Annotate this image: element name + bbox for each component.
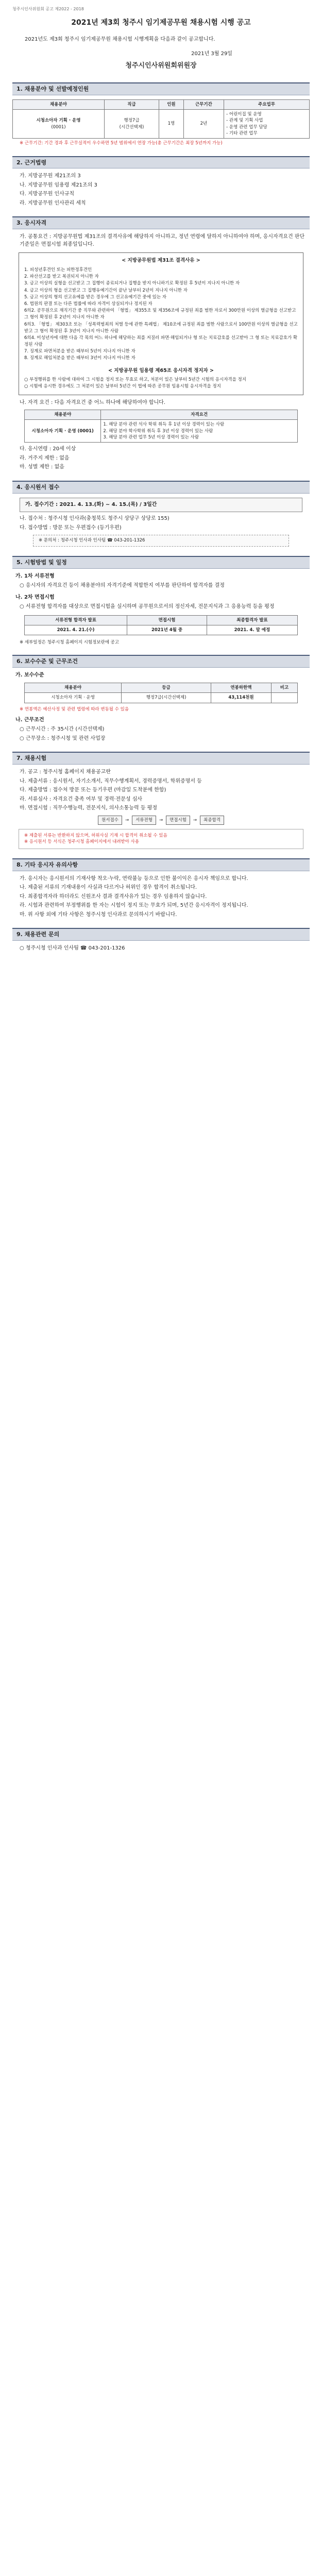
sub-heading: 가. 1차 서류전형	[15, 573, 55, 579]
table-cell: 2021. 4. 말 예정	[207, 625, 297, 635]
grade-name: 행정7급	[124, 118, 140, 124]
table-cell: 43,114천원	[211, 693, 272, 703]
flow-step: 서류전형	[132, 816, 156, 825]
section-heading-legal-basis: 2. 근거법령	[12, 156, 310, 169]
sub-heading: 나. 근무조건	[15, 717, 44, 723]
list-item: ○ 근무장소 : 청주시청 및 관련 사업장	[20, 735, 106, 741]
arrow-right-icon: →	[125, 817, 129, 823]
section-heading-recruitment: 1. 채용분야 및 선발예정인원	[12, 82, 310, 95]
table-cell-field	[13, 109, 105, 138]
document-number: 청주시인사위원회 공고 제2022 - 2018	[12, 7, 84, 11]
section-heading-application: 4. 응시원서 접수	[12, 481, 310, 494]
disqualification-box	[19, 252, 303, 395]
list-item: 나. 접수처 : 청주시청 인사과(충청북도 청주시 상당구 상당로 155)	[20, 516, 170, 522]
process-flow	[12, 816, 310, 825]
table-header: 자격요건	[101, 410, 297, 420]
table-header: 인원	[159, 99, 184, 109]
list-item: 마. 위 사항 외에 기타 사항은 청주시청 인사과로 문의하시기 바랍니다.	[20, 911, 177, 918]
list-item: 다. 제출방법 : 접수처 방문 또는 등기우편 (마감일 도착분에 한함)	[20, 787, 166, 793]
list-item: 마. 성별 제한 : 없음	[20, 464, 64, 470]
section-heading-eligibility: 3. 응시자격	[12, 216, 310, 229]
list-item: 라. 시험과 관련하여 부정행위를 한 자는 시험이 정지 또는 무효가 되며, 5년간 응시자격이 정지됩니다.	[20, 903, 248, 909]
list-item: 6. 법원의 판결 또는 다른 법률에 따라 자격이 상실되거나 정지된 자	[24, 301, 152, 307]
section-heading-inquiry: 9. 채용관련 문의	[12, 928, 310, 941]
issuer-name: 청주시인사위원회위원장	[125, 61, 197, 70]
list-item: 1. 해당 분야 관련 석사 학위 취득 후 1년 이상 경력이 있는 사람	[103, 422, 225, 428]
table-cell: 2021년 4월 중	[127, 625, 207, 635]
pay-table	[24, 683, 298, 703]
table-cell	[271, 693, 297, 703]
table-cell: 시청소아자 기획 · 운영	[25, 693, 122, 703]
table-header: 서류전형 합격자 발표	[25, 615, 127, 625]
section-heading-pay: 6. 보수수준 및 근무조건	[12, 655, 310, 668]
list-item: 다. 접수방법 : 방문 또는 우편접수 (등기우편)	[20, 524, 122, 531]
table-cell: 행정7급(시간선택제)	[122, 693, 211, 703]
list-item: 5. 금고 이상의 형의 선고유예를 받은 경우에 그 선고유예기간 중에 있는 자	[24, 294, 166, 300]
flow-step: 면접시험	[166, 816, 190, 825]
recruitment-table	[12, 99, 310, 139]
flow-step: 원서접수	[98, 816, 122, 825]
field-name: 시청소아자 기획 · 운영	[36, 118, 81, 124]
list-item: 마. 면접시험 : 직무수행능력, 전문지식, 의사소통능력 등 평정	[20, 805, 157, 811]
schedule-table	[24, 615, 298, 636]
arrow-right-icon: →	[193, 817, 197, 823]
table-header: 비고	[271, 683, 297, 692]
notice-box	[19, 829, 303, 849]
list-item: 가. 접수기간 : 2021. 4. 13.(화) ~ 4. 15.(목) / 3일간	[25, 501, 157, 507]
box-title: < 지방공무원 임용령 제65조 응시자격 정지자 >	[108, 367, 214, 374]
list-item: 6의4. 미성년자에 대한 다음 각 목의 어느 하나에 해당하는 죄를 저질러 파면·해임되거나 형 또는 치료감호를 선고받아 그 형 또는 치료감호가 확정된 사람	[24, 335, 298, 348]
list-item: 다. 최종합격자라 하더라도 신원조사 결과 결격사유가 있는 경우 임용하지 않습니다.	[20, 893, 207, 900]
pay-note: ※ 연봉액은 예산사정 및 관련 법령에 따라 변동될 수 있음	[20, 706, 129, 712]
sub-heading: 가. 보수수준	[15, 672, 44, 679]
grade-sub: (시간선택제)	[119, 124, 144, 130]
list-item: 나. 지방공무원 임용령 제21조의 3	[20, 182, 97, 188]
list-item: 가. 공고 : 청주시청 홈페이지 채용공고란	[20, 769, 111, 775]
list-item: 2. 파산선고를 받고 복권되지 아니한 자	[24, 274, 99, 280]
list-item: ○ 청주시청 인사과 인사팀 ☎ 043-201-1326	[20, 945, 125, 952]
table-cell-period: 2년	[183, 109, 224, 138]
contact-box: ※ 문의처 : 청주시청 인사과 인사팀 ☎ 043-201-1326	[33, 535, 289, 546]
section-heading-exam: 7. 채용시험	[12, 752, 310, 765]
sub-heading: 나. 2차 면접시험	[15, 594, 55, 600]
table-cell-duties: - 어린이집 및 운영 - 관계 및 기획 사업 - 운영 관련 업무 담당 - 기타 관련 업무	[224, 109, 310, 138]
flow-step: 최종합격	[200, 816, 224, 825]
period-note: ※ 근무기간: 기간 경과 후 근무실적이 우수하면 5년 범위에서 연장 가능(총 근무기간은 최장 5년까지 가능)	[20, 141, 223, 146]
requirements-table	[24, 410, 298, 443]
table-header: 연봉하한액	[211, 683, 272, 692]
list-item: 라. 거주지 제한 : 없음	[20, 455, 70, 461]
list-item: 3. 금고 이상의 실형을 선고받고 그 집행이 종료되거나 집행을 받지 아니하기로 확정된 후 5년이 지나지 아니한 자	[24, 281, 240, 286]
arrow-right-icon: →	[159, 817, 163, 823]
table-cell-field: 시청소아자 기획 · 운영 (0001)	[25, 420, 101, 443]
announcement-date: 2021년 3월 29일	[191, 51, 232, 57]
list-item: 다. 지방공무원 인사규칙	[20, 191, 75, 197]
page-title: 2021년 제3회 청주시 임기제공무원 채용시험 시행 공고	[71, 18, 251, 27]
table-cell-count: 1명	[159, 109, 184, 138]
table-header: 직급	[104, 99, 159, 109]
table-cell-requirements	[101, 420, 297, 443]
list-item: 4. 금고 이상의 형을 선고받고 그 집행유예기간이 끝난 날부터 2년이 지나지 아니한 자	[24, 287, 188, 293]
section-heading-notes: 8. 기타 응시자 유의사항	[12, 858, 310, 871]
list-item: 1. 피성년후견인 또는 피한정후견인	[24, 267, 92, 273]
table-header: 채용분야	[25, 683, 122, 692]
list-item: 가. 지방공무원 제21조의 3	[20, 173, 81, 179]
list-item: 7. 징계로 파면처분을 받은 때부터 5년이 지나지 아니한 자	[24, 349, 135, 354]
table-header: 최종합격자 발표	[207, 615, 297, 625]
list-item: 라. 서류심사 : 자격요건 충족 여부 및 경력·전문성 심사	[20, 796, 143, 802]
application-period-box	[20, 498, 302, 513]
list-item: 가. 공통요건 : 지방공무원법 제31조의 결격사유에 해당하지 아니하고, 정년 연령에 달하지 아니하여야 하며, 응시자격요건 판단 기준일은 면접시험 최종일입니다.	[20, 234, 305, 247]
list-item: 나. 제출된 서류의 기재내용이 사실과 다르거나 허위인 경우 합격이 취소됩니다.	[20, 885, 197, 891]
list-item: 나. 자격 요건 : 다음 자격요건 중 어느 하나에 해당하여야 합니다.	[20, 399, 166, 405]
table-cell-grade	[104, 109, 159, 138]
list-item: 가. 응시자는 응시원서의 기재사항 착오·누락, 연락불능 등으로 인한 불이익은 응시자 책임으로 합니다.	[20, 875, 248, 882]
schedule-note: ※ 세부일정은 청주시청 홈페이지 시험정보란에 공고	[20, 640, 120, 646]
box-title: < 지방공무원법 제31조 결격사유 >	[122, 258, 200, 264]
list-item: 나. 제출서류 : 응시원서, 자기소개서, 직무수행계획서, 경력증명서, 학위증명서 등	[20, 778, 202, 784]
field-code: (0001)	[51, 124, 66, 130]
list-item: 6의3. 「형법」 제303조 또는 「성폭력범죄의 처벌 등에 관한 특례법」 제10조에 규정된 죄를 범한 사람으로서 100만원 이상의 벌금형을 선고받고 그 형이 확정된 후 3년이 지나지 아니한 사람	[24, 321, 298, 334]
list-item: 2. 해당 분야 학사학위 취득 후 3년 이상 경력이 있는 사람	[103, 428, 213, 434]
table-header: 면접시험	[127, 615, 207, 625]
table-header: 등급	[122, 683, 211, 692]
list-item: 3. 해당 분야 관련 업무 5년 이상 경력이 있는 사람	[103, 435, 199, 440]
table-header: 채용분야	[13, 99, 105, 109]
table-header: 근무기간	[183, 99, 224, 109]
list-item: ○ 근무시간 : 주 35시간 (시간선택제)	[20, 726, 105, 733]
list-item: ○ 부정행위를 한 사람에 대하여 그 시험을 정지 또는 무효로 하고, 처분이 있은 날부터 5년간 시험의 응시자격을 정지	[24, 377, 246, 383]
list-item: ○ 시험에 응시한 경우에도 그 처분이 있은 날부터 5년간 이 법에 따른 공무원 임용시험 응시자격을 정지	[24, 384, 221, 389]
list-item: 라. 지방공무원 인사관리 세칙	[20, 200, 86, 206]
list-item: 8. 징계로 해임처분을 받은 때부터 3년이 지나지 아니한 자	[24, 355, 135, 361]
list-item: ※ 응시원서 등 서식은 청주시청 홈페이지에서 내려받아 사용	[24, 839, 140, 845]
table-header: 채용분야	[25, 410, 101, 420]
intro-text: 2021년도 제3회 청주시 임기제공무원 채용시험 시행계획을 다음과 같이 공고합니다.	[25, 36, 215, 42]
list-item: ※ 제출된 서류는 반환하지 않으며, 허위사실 기재 시 합격이 취소될 수 있음	[24, 833, 167, 839]
section-heading-exam-method: 5. 시험방법 및 일정	[12, 556, 310, 569]
list-item: ○ 응시자의 자격요건 등이 채용분야의 자격기준에 적합한지 여부를 판단하여 합격자를 결정	[20, 583, 225, 589]
table-cell: 2021. 4. 21.(수)	[25, 625, 127, 635]
list-item: 6의2. 공무원으로 재직기간 중 직무와 관련하여 「형법」 제355조 및 제356조에 규정된 죄를 범한 자로서 300만원 이상의 벌금형을 선고받고 그 형이 확정된 후 2년이 지나지 아니한 자	[24, 308, 296, 320]
table-header: 주요업무	[224, 99, 310, 109]
list-item: ○ 서류전형 합격자를 대상으로 면접시험을 실시하며 공무원으로서의 정신자세, 전문지식과 그 응용능력 등을 평정	[20, 604, 275, 610]
list-item: 다. 응시연령 : 20세 이상	[20, 446, 76, 452]
